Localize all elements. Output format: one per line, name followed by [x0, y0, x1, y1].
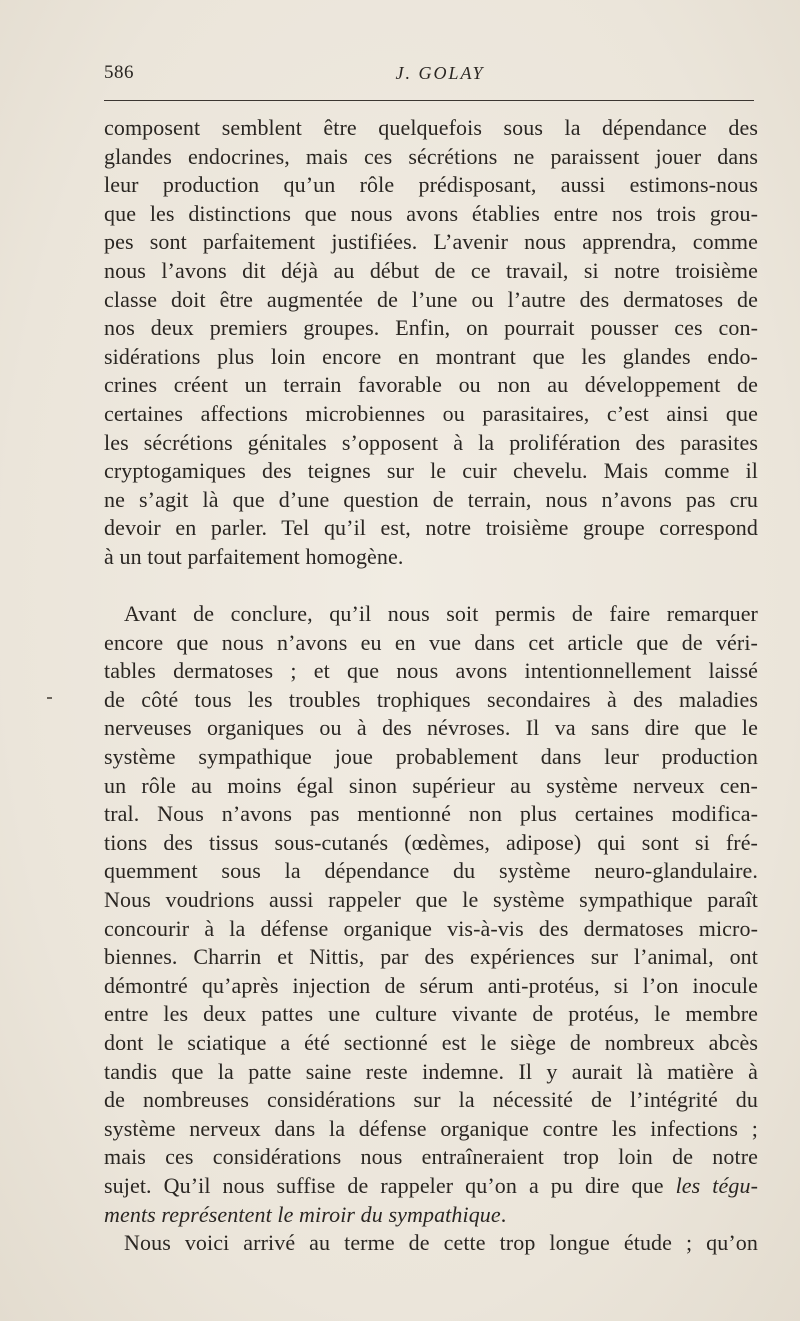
- paragraph-3: [104, 1229, 758, 1258]
- text-line: sidérations plus loin encore en montrant que les glandes endo-: [104, 343, 758, 369]
- text-line: concourir à la défense organique vis-à-vis des dermatoses micro-: [104, 915, 758, 941]
- text-line: que les distinctions que nous avons établies entre nos trois grou-: [104, 200, 758, 226]
- text-line: quemment sous la dépendance du système neuro-glandulaire.: [104, 858, 758, 884]
- text-line: système nerveux dans la défense organique contre les infections ;: [104, 1115, 758, 1141]
- margin-mark: [47, 697, 52, 699]
- text-line: glandes endocrines, mais ces sécrétions ne paraissent jouer dans: [104, 143, 758, 169]
- text-line: tables dermatoses ; et que nous avons intentionnellement laissé: [104, 658, 758, 684]
- paragraph-1: [104, 114, 758, 572]
- text-line: de côté tous les troubles trophiques secondaires à des maladies: [104, 686, 758, 712]
- text-line: dont le sciatique a été sectionné est le siège de nombreux abcès: [104, 1030, 758, 1055]
- italic-fragment: ments représentent le miroir du sympathique: [104, 1201, 501, 1227]
- text-line: de nombreuses considérations sur la nécessité de l’intégrité du: [104, 1087, 758, 1113]
- text-line: nerveuses organiques ou à des névroses. Il va sans dire que le: [104, 715, 758, 741]
- text-line: ne s’agit là que d’une question de terrain, nous n’avons pas cru: [104, 486, 758, 512]
- text-line: tral. Nous n’avons pas mentionné non plus certaines modifica-: [104, 801, 758, 827]
- italic-fragment: les tégu-: [675, 1172, 759, 1198]
- running-head: J. GOLAY: [395, 63, 485, 83]
- text-fragment: sujet. Qu’il nous suffise de rappeler qu’on a pu dire que: [104, 1172, 664, 1198]
- text-line: nous l’avons dit déjà au début de ce travail, si notre troisième: [104, 257, 758, 283]
- text-line: crines créent un terrain favorable ou non au développement de: [104, 372, 758, 398]
- text-line: classe doit être augmentée de l’une ou l’autre des dermatoses de: [104, 286, 758, 312]
- text-line: leur production qu’un rôle prédisposant, aussi estimons-nous: [104, 172, 758, 198]
- text-line: démontré qu’après injection de sérum anti-protéus, si l’on inocule: [104, 972, 758, 998]
- paragraph-2: [104, 600, 758, 1229]
- text-line: composent semblent être quelquefois sous la dépendance des: [104, 115, 758, 140]
- text-line: tions des tissus sous-cutanés (œdèmes, adipose) qui sont si fré-: [104, 829, 758, 855]
- text-line: un rôle au moins égal sinon supérieur au système nerveux cen-: [104, 772, 758, 798]
- text-line: nos deux premiers groupes. Enfin, on pourrait pousser ces con-: [104, 315, 758, 341]
- text-line: à un tout parfaitement homogène.: [104, 543, 404, 569]
- text-line: Nous voudrions aussi rappeler que le système sympathique paraît: [104, 887, 758, 913]
- text-line: pes sont parfaitement justifiées. L’avenir nous apprendra, comme: [104, 229, 758, 255]
- text-line: [104, 1201, 758, 1230]
- page-number: 586: [104, 62, 134, 83]
- text-line: mais ces considérations nous entraîneraient trop loin de notre: [104, 1144, 758, 1170]
- text-fragment: .: [500, 1201, 507, 1227]
- text-line: certaines affections microbiennes ou parasitaires, c’est ainsi que: [104, 400, 758, 426]
- text-line: les sécrétions génitales s’opposent à la prolifération des parasites: [104, 429, 758, 455]
- text-line: encore que nous n’avons eu en vue dans cet article que de véri-: [104, 629, 758, 655]
- text-line: [104, 1172, 758, 1201]
- page-header: [104, 62, 756, 94]
- text-line: Nous voici arrivé au terme de cette trop longue étude ; qu’on: [124, 1230, 758, 1256]
- body-text: [104, 114, 758, 1258]
- text-line: entre les deux pattes une culture vivante de protéus, le membre: [104, 1001, 758, 1027]
- text-line: Avant de conclure, qu’il nous soit permis de faire remarquer: [124, 601, 758, 627]
- text-line: système sympathique joue probablement dans leur production: [104, 744, 758, 770]
- text-line: cryptogamiques des teignes sur le cuir chevelu. Mais comme il: [104, 458, 758, 484]
- text-line: devoir en parler. Tel qu’il est, notre troisième groupe correspond: [104, 515, 758, 541]
- header-rule: [104, 100, 754, 101]
- paragraph-gap: [104, 572, 758, 601]
- text-line: tandis que la patte saine reste indemne. Il y aurait là matière à: [104, 1058, 758, 1084]
- text-line: biennes. Charrin et Nittis, par des expériences sur l’animal, ont: [104, 944, 758, 970]
